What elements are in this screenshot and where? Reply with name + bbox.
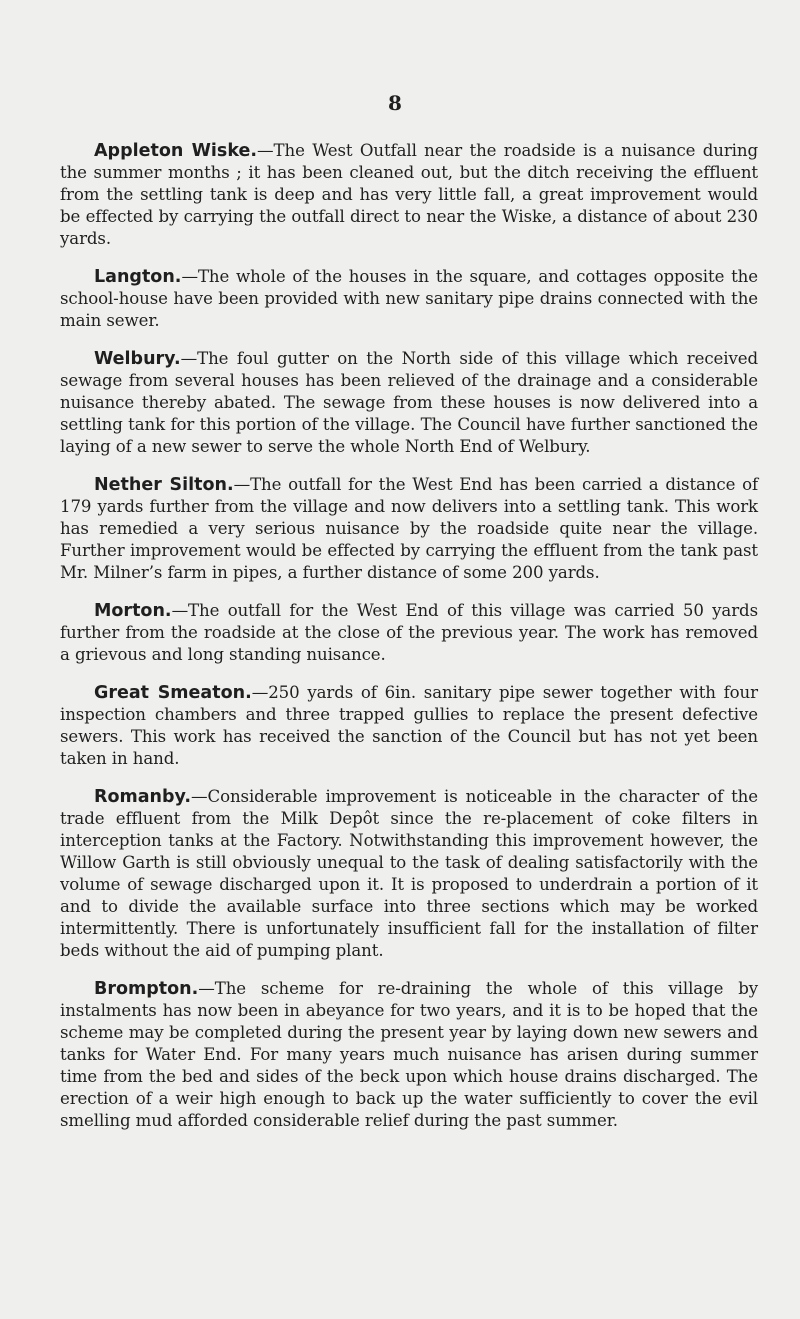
entry-morton — [60, 600, 758, 666]
entry-text: —Considerable improvement is noticeable in the character of the trade effluent from the Milk Depôt since the re-placement of coke filters in interception tanks at the Factory. Notwithstanding this improvement however, the Willow Garth is still obviously unequal to the task of dealing satisfactorily with the volume of sewage discharged upon it. It is proposed to underdrain a portion of it and to divide the available surface into three sections which may be worked intermittently. There is unfortunately insufficient fall for the installation of filter beds without the aid of pumping plant. — [60, 787, 758, 960]
report-body — [60, 140, 758, 1148]
entry-text: —The foul gutter on the North side of this village which received sewage from several houses has been relieved of the drainage and a considerable nuisance thereby abated. The sewage from these houses is now delivered into a settling tank for this portion of the village. The Council have further sanctioned the laying of a new sewer to serve the whole North End of Welbury. — [60, 349, 758, 456]
entry-great-smeaton — [60, 682, 758, 770]
place-heading: Brompton. — [94, 979, 199, 999]
entry-text: —250 yards of 6in. sanitary pipe sewer together with four inspection chambers and three trapped gullies to replace the present defective sewers. This work has received the sanction of the Council but has not yet been taken in hand. — [60, 683, 758, 768]
place-heading: Great Smeaton. — [94, 683, 252, 703]
entry-text: —The outfall for the West End has been carried a distance of 179 yards further from the village and now delivers into a settling tank. This work has remedied a very serious nuisance by the roadside quite near the village. Further improvement would be effected by carrying the effluent from the tank past Mr. Milner’s farm in pipes, a further distance of some 200 yards. — [60, 475, 758, 582]
place-heading: Appleton Wiske. — [94, 141, 258, 161]
entry-brompton — [60, 978, 758, 1132]
entry-text: —The West Outfall near the roadside is a nuisance during the summer months ; it has been cleaned out, but the ditch receiving the effluent from the settling tank is deep and has very little fall, a great improvement would be effected by carrying the outfall direct to near the Wiske, a distance of about 230 yards. — [60, 141, 759, 248]
place-heading: Nether Silton. — [94, 475, 234, 495]
place-heading: Romanby. — [94, 787, 191, 807]
entry-appleton-wiske — [60, 140, 758, 250]
entry-romanby — [60, 786, 758, 962]
place-heading: Morton. — [94, 601, 172, 621]
entry-text: —The scheme for re-draining the whole of this village by instalments has now been in abeyance for two years, and it is to be hoped that the scheme may be completed during the present year by laying down new sewers and tanks for Water End. For many years much nuisance has arisen during summer time from the bed and sides of the beck upon which house drains discharged. The erection of a weir high enough to back up the water sufficiently to cover the evil smelling mud afforded considerable relief during the past summer. — [60, 979, 758, 1130]
entry-welbury — [60, 348, 758, 458]
place-heading: Langton. — [94, 267, 182, 287]
entry-nether-silton — [60, 474, 758, 584]
entry-text: —The outfall for the West End of this village was carried 50 yards further from the roadside at the close of the previous year. The work has removed a grievous and long standing nuisance. — [60, 601, 758, 664]
entry-text: —The whole of the houses in the square, and cottages opposite the school-house have been provided with new sanitary pipe drains connected with the main sewer. — [60, 267, 758, 330]
page-number: 8 — [388, 91, 402, 115]
entry-langton — [60, 266, 758, 332]
place-heading: Welbury. — [94, 349, 181, 369]
